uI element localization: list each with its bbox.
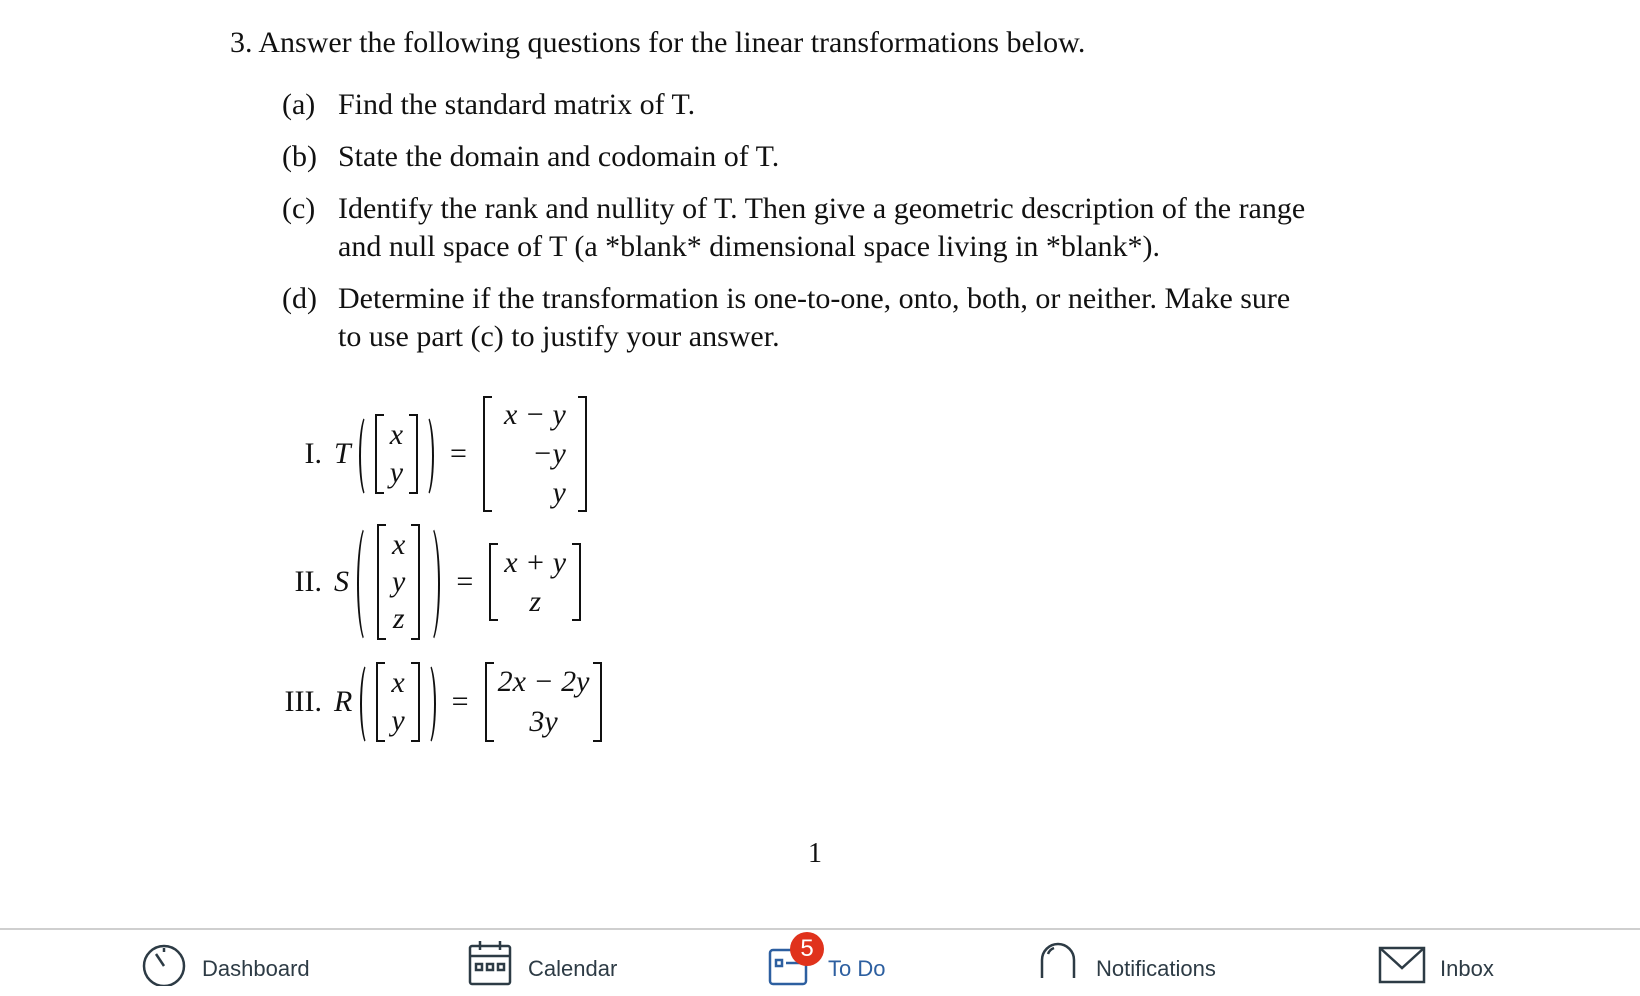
part-c — [282, 192, 1482, 272]
inbox-icon — [1378, 938, 1426, 986]
part-text: State the domain and codomain of T. — [338, 140, 780, 173]
equals-sign: = — [456, 565, 474, 598]
part-b — [282, 140, 1482, 180]
part-a — [282, 88, 1482, 128]
dashboard-icon — [140, 938, 188, 986]
nav-label: Inbox — [1440, 956, 1494, 981]
input-vector: x y — [359, 414, 434, 494]
equals-sign: = — [451, 685, 469, 718]
output-vector: 2x − 2y 3y — [485, 662, 603, 742]
nav-calendar[interactable] — [466, 938, 617, 996]
nav-notifications[interactable] — [1034, 938, 1216, 996]
part-text: Find the standard matrix of T. — [338, 88, 696, 121]
transformation-s — [270, 522, 581, 642]
function-name: S — [334, 565, 349, 598]
part-d — [282, 282, 1482, 362]
function-name: T — [334, 437, 351, 470]
nav-todo[interactable] — [766, 935, 886, 996]
nav-dashboard[interactable] — [140, 938, 310, 996]
part-text-cont: and null space of T (a *blank* dimensional space living in *blank*). — [338, 230, 1161, 263]
transformation-t — [270, 396, 587, 512]
part-label: (d) — [282, 282, 317, 315]
output-vector: x − y −y y — [483, 396, 587, 512]
output-vector: x + y z — [489, 543, 581, 621]
nav-inbox[interactable] — [1378, 938, 1494, 996]
nav-label: Notifications — [1096, 956, 1216, 981]
bottom-nav-bar — [0, 928, 1640, 996]
nav-label: Dashboard — [202, 956, 310, 981]
nav-label: Calendar — [528, 956, 618, 981]
input-vector: x y z — [357, 524, 440, 640]
part-label: (a) — [282, 88, 316, 121]
part-label: (b) — [282, 140, 317, 173]
numeral: III. — [284, 685, 322, 718]
part-label: (c) — [282, 192, 316, 225]
transformation-r — [270, 660, 602, 744]
equals-sign: = — [450, 437, 467, 470]
nav-label: To Do — [828, 956, 886, 981]
function-name: R — [334, 685, 353, 718]
bell-icon — [1034, 938, 1082, 986]
numeral: I. — [304, 437, 322, 470]
calendar-icon — [466, 938, 514, 986]
page-number: 1 — [808, 838, 822, 869]
todo-badge: 5 — [790, 932, 824, 966]
input-vector: x y — [360, 662, 435, 742]
part-text-cont: to use part (c) to justify your answer. — [338, 320, 780, 353]
numeral: II. — [294, 565, 322, 598]
part-text: Determine if the transformation is one-to-one, onto, both, or neither. Make sure — [338, 282, 1291, 315]
part-text: Identify the rank and nullity of T. Then give a geometric description of the range — [338, 192, 1306, 225]
question-title: 3. Answer the following questions for the linear transformations below. — [230, 26, 1086, 59]
